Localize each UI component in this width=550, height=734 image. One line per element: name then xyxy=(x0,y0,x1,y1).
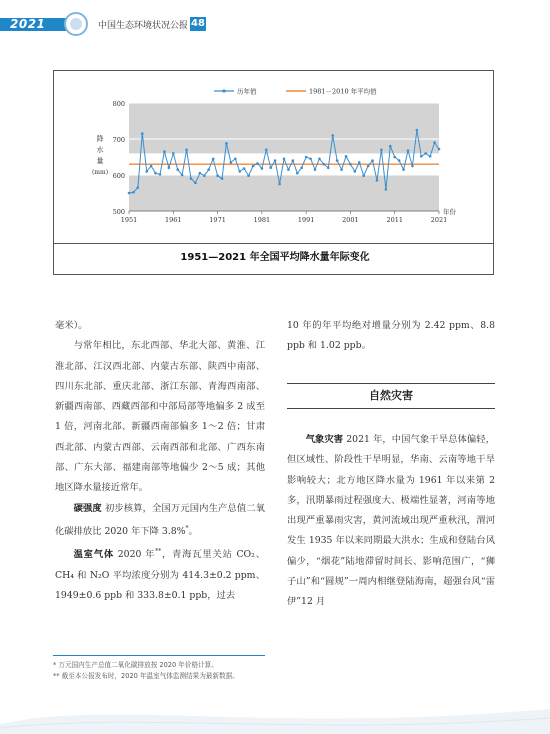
annual-point xyxy=(331,134,334,137)
annual-point xyxy=(371,159,374,162)
annual-point xyxy=(221,177,224,180)
annual-point xyxy=(362,174,365,177)
annual-point xyxy=(358,161,361,164)
annual-point xyxy=(327,167,330,170)
annual-point xyxy=(238,170,241,173)
precipitation-paragraph: 与常年相比，东北西部、华北大部、黄淮、江淮北部、江汉西北部、内蒙古东部、陕西中南部、四川东北部、重庆北部、浙江东部、青海西南部、新疆西南部、西藏西部和中部局部等地偏多 2 成至 1 倍，河南北部、新疆西南部偏多 1～2 倍；甘肃西北部、内蒙古西部、云南西部和北部、广西东南部、广东大部、福建南部等地偏少 2～5 成；其他地区降水量接近常年。 xyxy=(55,340,265,494)
x-tick-label: 2021 xyxy=(430,216,448,224)
annual-point xyxy=(132,191,135,194)
annual-point xyxy=(402,168,405,171)
annual-point xyxy=(314,168,317,171)
figure-caption: 1951—2021 年全国平均降水量年际变化 xyxy=(180,252,370,263)
annual-point xyxy=(199,172,202,175)
annual-point xyxy=(230,161,233,164)
annual-point xyxy=(159,173,162,176)
y-axis-label-char: 降 xyxy=(96,135,104,143)
circle-logo-inner-icon xyxy=(70,18,82,30)
annual-point xyxy=(380,149,383,152)
y-tick-label: 600 xyxy=(112,172,125,180)
annual-point xyxy=(438,148,441,151)
figure-frame xyxy=(53,70,494,275)
annual-point xyxy=(420,155,423,158)
annual-point xyxy=(256,162,259,165)
annual-point xyxy=(261,167,264,170)
annual-point xyxy=(278,183,281,186)
y-tick-label: 800 xyxy=(112,100,125,108)
annual-point xyxy=(269,167,272,170)
x-tick-label: 1981 xyxy=(253,216,271,224)
figure-divider xyxy=(54,243,493,244)
annual-point xyxy=(292,159,295,162)
annual-point xyxy=(247,174,250,177)
footnote-1: * 万元国内生产总值二氧化碳排放按 2020 年价格计算。 xyxy=(53,661,218,669)
annual-point xyxy=(411,165,414,168)
annual-point xyxy=(265,149,268,152)
greenhouse-gas-label: 温室气体 xyxy=(73,549,114,561)
x-tick-label: 2001 xyxy=(342,216,359,224)
x-tick-label: 1971 xyxy=(209,216,226,224)
annual-point xyxy=(274,159,277,162)
annual-point xyxy=(128,192,131,195)
annual-point xyxy=(141,132,144,135)
annual-point xyxy=(172,152,175,155)
precipitation-chart xyxy=(54,71,493,243)
x-tick-label: 1961 xyxy=(165,216,182,224)
section-heading: 自然灾害 xyxy=(287,383,495,409)
annual-point xyxy=(416,129,419,132)
meteorological-disaster-label: 气象灾害 xyxy=(305,434,344,445)
annual-point xyxy=(429,155,432,158)
report-year: 2021 xyxy=(10,17,46,31)
annual-point xyxy=(207,168,210,171)
footnotes xyxy=(53,660,353,682)
y-axis-label-char: 水 xyxy=(96,146,104,154)
x-tick-label: 2011 xyxy=(386,216,403,224)
annual-point xyxy=(393,156,396,159)
meteorological-disaster-paragraph: 气象灾害 2021 年，中国气象干旱总体偏轻，但区域性、阶段性干旱明显，华南、云南等地干旱影响较大；北方地区降水量为 1961 年以来第 2 多，汛期暴雨过程强度大、极端性显著，河南等地出现严重暴雨灾害，黄河流域出现严重秋汛，渭河发生 1935 年以来同期最大洪水；生成和登陆台风偏少，“烟花”陆地滞留时间长、影响范围广，“狮子山”和“圆规”一周内相继登陆海南，超强台风“雷伊”12 月 xyxy=(287,434,495,608)
annual-point xyxy=(137,186,140,189)
footnote-divider xyxy=(53,655,265,656)
footnote-2: ** 截至本公报发布时，2020 年温室气体监测结果为最新数据。 xyxy=(53,672,239,680)
annual-point xyxy=(385,188,388,191)
annual-point xyxy=(367,165,370,168)
annual-point xyxy=(309,158,312,161)
annual-point xyxy=(216,174,219,177)
annual-point xyxy=(323,163,326,166)
legend-marker-annual xyxy=(222,89,225,92)
annual-point xyxy=(300,167,303,170)
annual-point xyxy=(252,165,255,168)
annual-point xyxy=(398,159,401,162)
left-column xyxy=(55,316,265,606)
annual-point xyxy=(212,158,215,161)
annual-point xyxy=(349,163,352,166)
annual-point xyxy=(407,149,410,152)
annual-point xyxy=(354,170,357,173)
annual-point xyxy=(340,168,343,171)
annual-point xyxy=(296,172,299,175)
legend-label-average: 1981－2010 年平均值 xyxy=(309,87,377,96)
y-tick-label: 500 xyxy=(112,208,125,216)
annual-point xyxy=(163,150,166,153)
right-line-0: 10 年的年平均绝对增量分别为 2.42 ppm、8.8 ppb 和 1.02 ppb。 xyxy=(287,320,495,352)
annual-point xyxy=(376,179,379,182)
annual-point xyxy=(243,167,246,170)
annual-point xyxy=(318,158,321,161)
legend-label-annual: 历年值 xyxy=(237,87,257,96)
annual-point xyxy=(336,159,339,162)
decorative-wave xyxy=(0,694,550,734)
publication-title: 中国生态环境状况公报 xyxy=(98,21,189,31)
carbon-intensity-paragraph: 碳强度 初步核算，全国万元国内生产总值二氧化碳排放比 2020 年下降 3.8%*。 xyxy=(55,502,265,538)
annual-point xyxy=(168,167,171,170)
annual-point xyxy=(234,158,237,161)
y-tick-label: 700 xyxy=(112,136,125,144)
annual-point xyxy=(283,158,286,161)
x-tick-label: 1991 xyxy=(297,216,315,224)
page-number: 48 xyxy=(191,18,205,29)
x-axis-label: 年份 xyxy=(443,208,456,216)
annual-point xyxy=(145,170,148,173)
left-line-0: 毫米）。 xyxy=(55,320,88,331)
annual-point xyxy=(203,174,206,177)
carbon-intensity-label: 碳强度 xyxy=(73,502,102,514)
page-header xyxy=(0,0,550,40)
annual-point xyxy=(345,155,348,158)
right-column-body xyxy=(287,430,495,613)
annual-point xyxy=(305,156,308,159)
right-column-top xyxy=(287,316,495,357)
annual-point xyxy=(150,165,153,168)
annual-point xyxy=(181,174,184,177)
annual-point xyxy=(389,145,392,148)
annual-point xyxy=(433,141,436,144)
annual-point xyxy=(194,182,197,185)
y-axis-label-unit: (mm) xyxy=(91,169,109,176)
annual-point xyxy=(190,177,193,180)
y-axis-label-char: 量 xyxy=(96,157,104,165)
annual-point xyxy=(185,149,188,152)
x-tick-label: 1951 xyxy=(120,216,138,224)
annual-point xyxy=(287,168,290,171)
annual-point xyxy=(154,172,157,175)
annual-point xyxy=(176,168,179,171)
annual-point xyxy=(225,142,228,145)
annual-point xyxy=(424,152,427,155)
greenhouse-gas-paragraph: 温室气体 2020 年**，青海瓦里关站 CO₂、CH₄ 和 N₂O 平均浓度分别为 414.3±0.2 ppm、1949±0.6 ppb 和 333.8±0.1 ppb，过去 xyxy=(55,548,265,602)
